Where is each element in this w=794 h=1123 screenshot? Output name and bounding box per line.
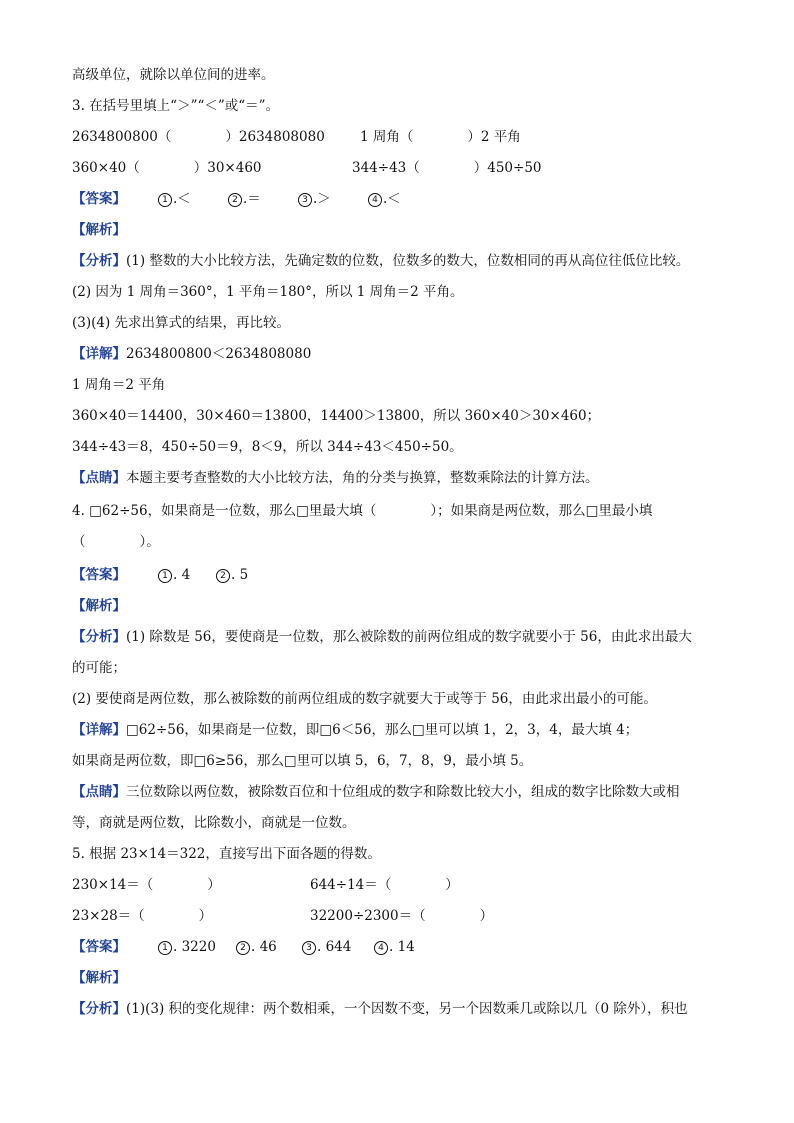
comment-label: 【点睛】 bbox=[72, 470, 126, 486]
q4-answer-row bbox=[72, 566, 249, 584]
question-4-title: 4. □62÷56，如果商是一位数，那么□里最大填（ ）；如果商是两位数，那么□里最小填 bbox=[72, 503, 653, 519]
comment-text: 本题主要考查整数的大小比较方法，角的分类与换算，整数乘除法的计算方法。 bbox=[126, 470, 599, 486]
comment-line bbox=[72, 783, 680, 801]
analysis-line: (2) 因为 1 周角＝360°，1 平角＝180°，所以 1 周角＝2 平角。 bbox=[72, 284, 464, 300]
comment-line bbox=[72, 469, 599, 487]
detail-text: □62÷56，如果商是一位数，即□6＜56，那么□里可以填 1，2，3，4，最大填 4； bbox=[126, 722, 639, 738]
analysis-line bbox=[72, 252, 689, 270]
text-line: 高级单位，就除以单位间的进率。 bbox=[72, 67, 275, 83]
q3-item-3: 360×40（ ）30×460 bbox=[72, 160, 262, 176]
analysis-label: 【分析】 bbox=[72, 1001, 126, 1017]
answer-value: .＝ bbox=[243, 191, 261, 207]
jiexi-label: 【解析】 bbox=[72, 222, 126, 238]
answer-value: .＜ bbox=[383, 191, 401, 207]
question-5-title: 5. 根据 23×14＝322，直接写出下面各题的得数。 bbox=[72, 846, 381, 862]
circled-number-3: 3 bbox=[302, 941, 316, 955]
analysis-text: (1) 整数的大小比较方法，先确定数的位数，位数多的数大，位数相同的再从高位往低位比较。 bbox=[126, 253, 690, 269]
jiexi-label: 【解析】 bbox=[72, 598, 126, 614]
analysis-label: 【分析】 bbox=[72, 253, 126, 269]
q3-item-4: 344÷43（ ）450÷50 bbox=[352, 160, 542, 176]
circled-number-2: 2 bbox=[216, 569, 230, 583]
q3-item-1: 2634800800（ ）2634808080 bbox=[72, 129, 325, 145]
comment-line: 等，商就是两位数，比除数小，商就是一位数。 bbox=[72, 815, 356, 831]
q5-item-3: 23×28＝（ ） bbox=[72, 908, 213, 924]
jiexi-label: 【解析】 bbox=[72, 970, 126, 986]
answer-value: .＞ bbox=[313, 191, 331, 207]
q5-answer-row bbox=[72, 938, 415, 956]
answer-value: . 14 bbox=[389, 939, 415, 955]
detail-label: 【详解】 bbox=[72, 346, 126, 362]
answer-value: . 644 bbox=[317, 939, 352, 955]
detail-line: 如果商是两位数，即□6≥56，那么□里可以填 5，6，7，8，9，最小填 5。 bbox=[72, 753, 533, 769]
answer-value: . 5 bbox=[231, 567, 249, 583]
answer-value: . 4 bbox=[173, 567, 191, 583]
detail-line: 360×40＝14400，30×460＝13800，14400＞13800，所以 360×40＞30×460； bbox=[72, 408, 601, 424]
analysis-line bbox=[72, 1000, 688, 1018]
q5-item-1: 230×14＝（ ） bbox=[72, 877, 221, 893]
analysis-text: (1)(3) 积的变化规律：两个数相乘，一个因数不变，另一个因数乘几或除以几（0 除外），积也 bbox=[126, 1001, 688, 1017]
detail-text: 2634800800＜2634808080 bbox=[126, 346, 312, 362]
analysis-line: (2) 要使商是两位数，那么被除数的前两位组成的数字就要大于或等于 56，由此求出最小的可能。 bbox=[72, 691, 657, 707]
question-4-title-cont: （ ）。 bbox=[72, 534, 160, 550]
analysis-text: (1) 除数是 56，要使商是一位数，那么被除数的前两位组成的数字就要小于 56，由此求出最大 bbox=[126, 629, 692, 645]
circled-number-1: 1 bbox=[158, 193, 172, 207]
q3-item-2: 1 周角（ ）2 平角 bbox=[360, 129, 521, 145]
answer-label: 【答案】 bbox=[72, 191, 126, 207]
analysis-line: 的可能； bbox=[72, 660, 126, 676]
circled-number-2: 2 bbox=[236, 941, 250, 955]
question-3-title: 3. 在括号里填上“＞”“＜”或“＝”。 bbox=[72, 98, 280, 114]
q5-item-4: 32200÷2300＝（ ） bbox=[310, 908, 494, 924]
answer-value: .＜ bbox=[173, 191, 191, 207]
q3-answer-row bbox=[72, 190, 401, 208]
analysis-line bbox=[72, 628, 692, 646]
detail-line: 344÷43＝8，450÷50＝9，8＜9，所以 344÷43＜450÷50。 bbox=[72, 439, 463, 455]
answer-value: . 46 bbox=[251, 939, 277, 955]
detail-line bbox=[72, 721, 638, 739]
detail-line: 1 周角＝2 平角 bbox=[72, 377, 166, 393]
q5-item-2: 644÷14＝（ ） bbox=[310, 877, 459, 893]
answer-label: 【答案】 bbox=[72, 567, 126, 583]
circled-number-3: 3 bbox=[298, 193, 312, 207]
circled-number-1: 1 bbox=[158, 941, 172, 955]
detail-line bbox=[72, 345, 311, 363]
detail-label: 【详解】 bbox=[72, 722, 126, 738]
answer-label: 【答案】 bbox=[72, 939, 126, 955]
analysis-line: (3)(4) 先求出算式的结果，再比较。 bbox=[72, 315, 291, 331]
circled-number-2: 2 bbox=[228, 193, 242, 207]
comment-label: 【点睛】 bbox=[72, 784, 126, 800]
answer-value: . 3220 bbox=[173, 939, 216, 955]
circled-number-4: 4 bbox=[368, 193, 382, 207]
comment-text: 三位数除以两位数，被除数百位和十位组成的数字和除数比较大小，组成的数字比除数大或相 bbox=[126, 784, 680, 800]
circled-number-1: 1 bbox=[158, 569, 172, 583]
analysis-label: 【分析】 bbox=[72, 629, 126, 645]
circled-number-4: 4 bbox=[374, 941, 388, 955]
